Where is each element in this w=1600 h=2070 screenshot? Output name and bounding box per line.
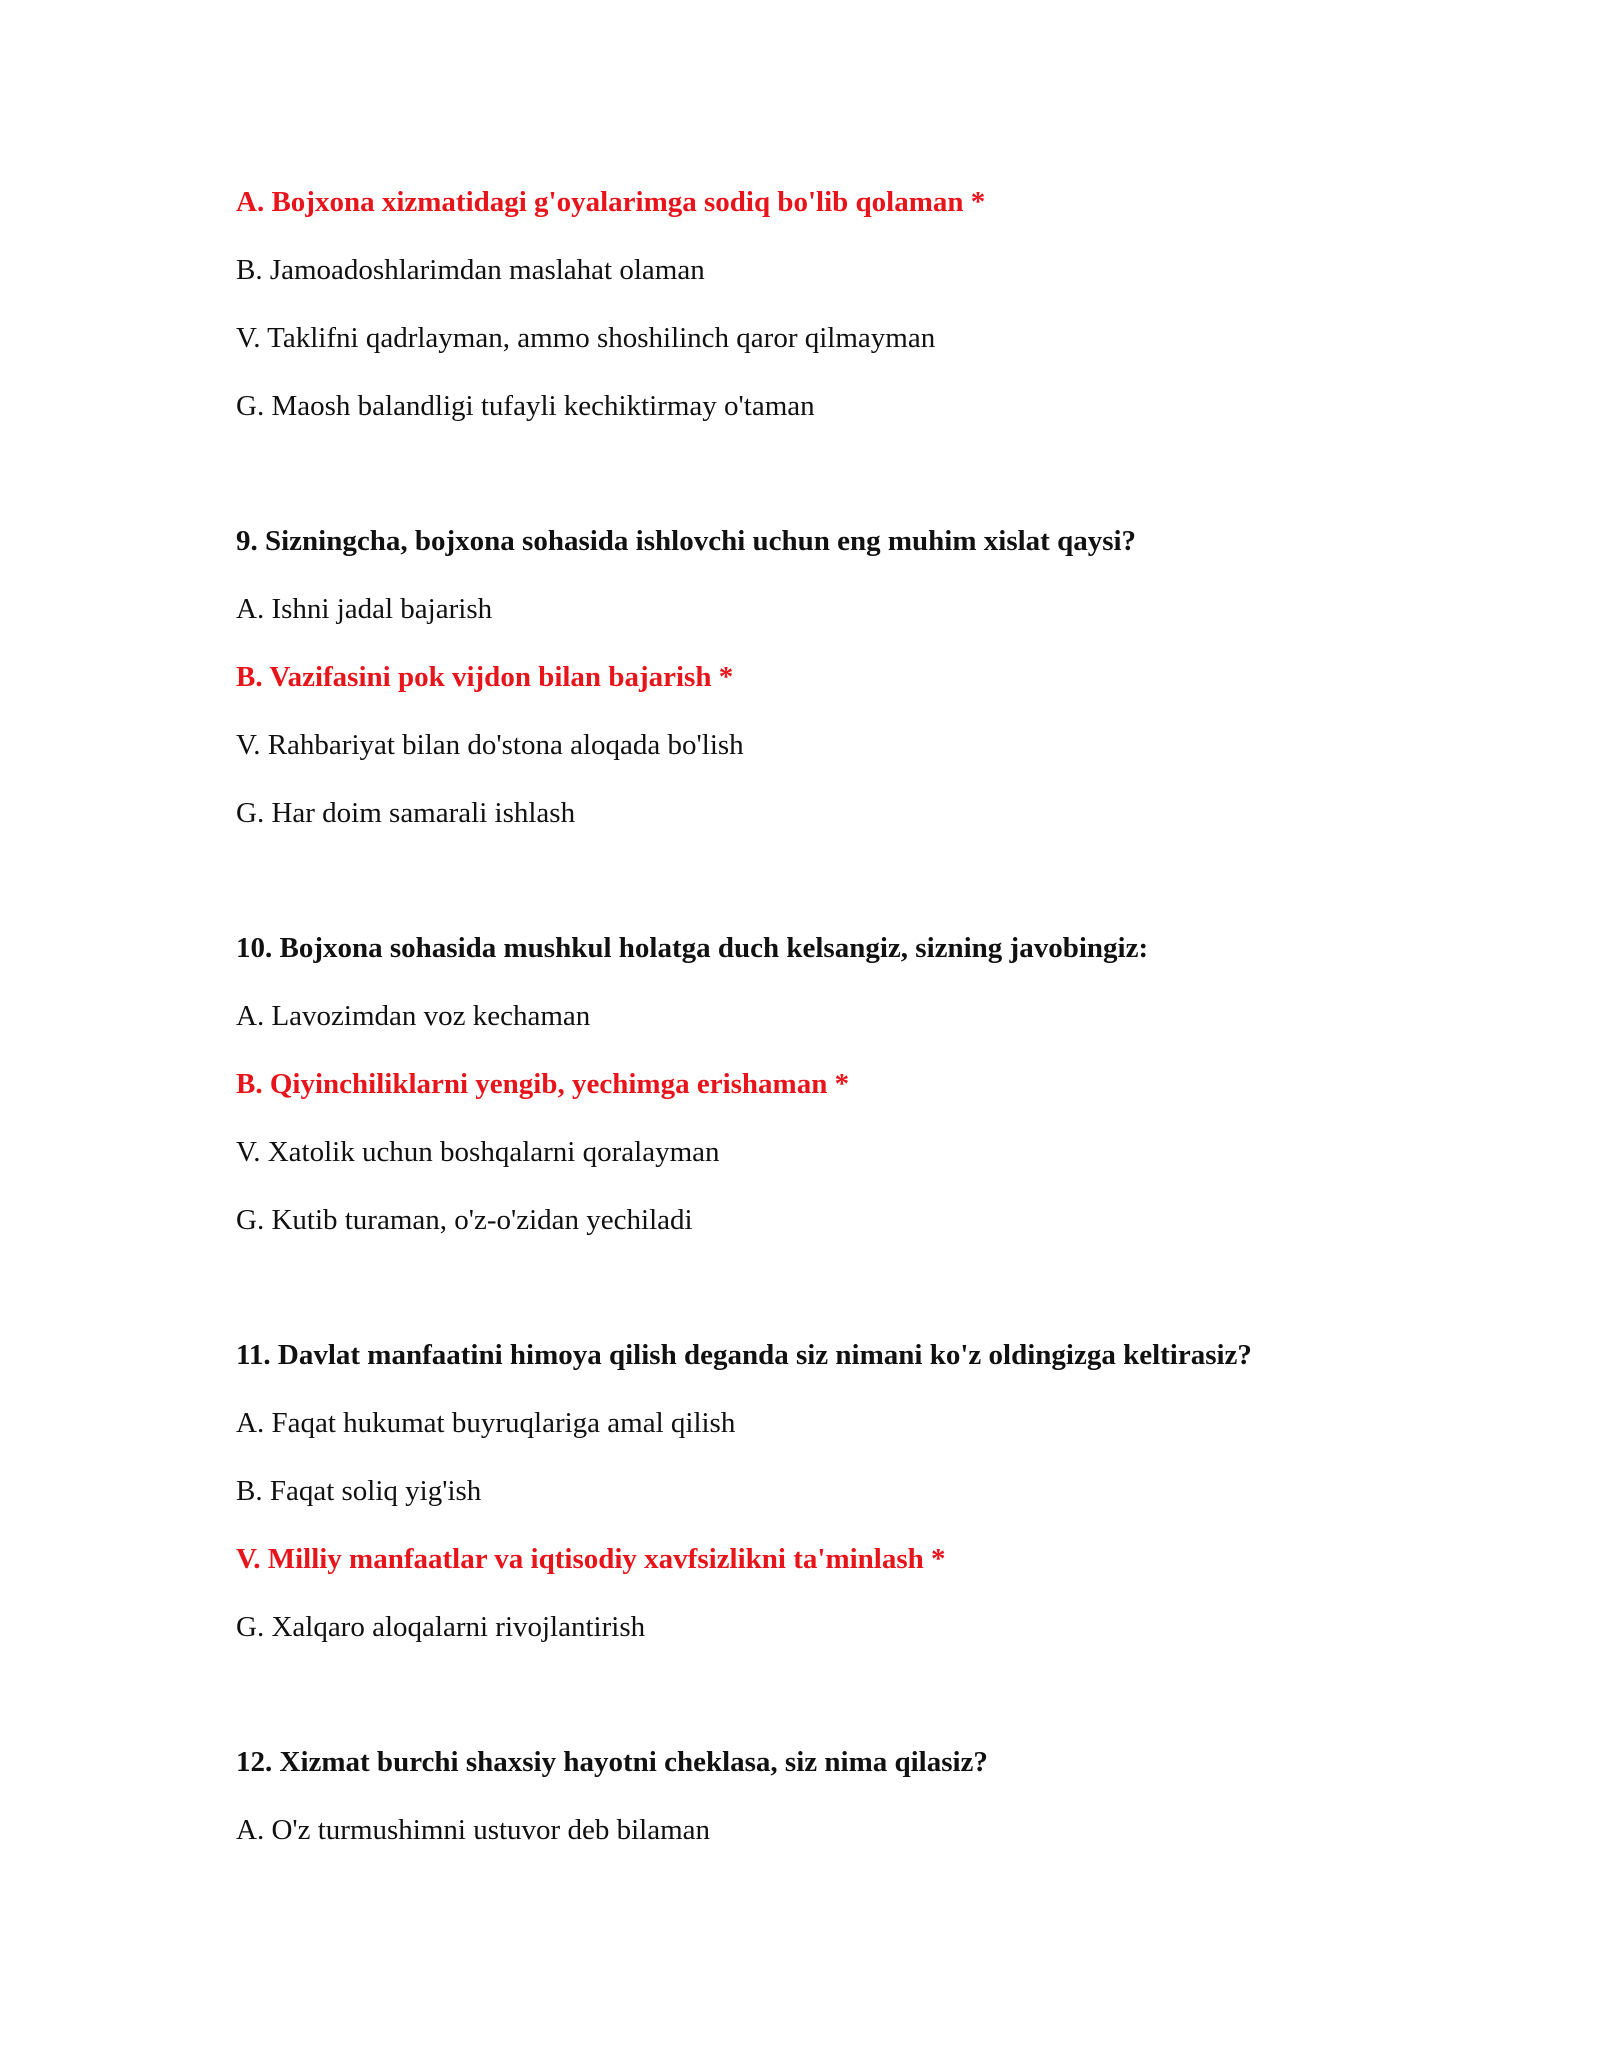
question-block [236, 1337, 1416, 1645]
answer-option-correct: A. Bojxona xizmatidagi g'oyalarimga sodiq bo'lib qolaman * [236, 186, 986, 218]
question-block [236, 184, 1416, 424]
answer-option: B. Jamoadoshlarimdan maslahat olaman [236, 254, 705, 286]
answer-option: A. Ishni jadal bajarish [236, 593, 493, 625]
answer-option: A. Lavozimdan voz kechaman [236, 1000, 591, 1032]
answer-option: G. Kutib turaman, o'z-o'zidan yechiladi [236, 1204, 693, 1236]
answer-option-correct: B. Vazifasini pok vijdon bilan bajarish * [236, 661, 734, 693]
answer-option: G. Maosh balandligi tufayli kechiktirmay o'taman [236, 390, 815, 422]
answer-option: V. Xatolik uchun boshqalarni qoralayman [236, 1136, 720, 1168]
question-block [236, 1744, 1416, 1848]
answer-option-correct: V. Milliy manfaatlar va iqtisodiy xavfsizlikni ta'minlash * [236, 1543, 946, 1575]
question-text: 11. Davlat manfaatini himoya qilish deganda siz nimani ko'z oldingizga keltirasiz? [236, 1339, 1252, 1371]
answer-option: G. Xalqaro aloqalarni rivojlantirish [236, 1611, 646, 1643]
answer-option-correct: B. Qiyinchiliklarni yengib, yechimga erishaman * [236, 1068, 850, 1100]
answer-option: B. Faqat soliq yig'ish [236, 1475, 482, 1507]
document-page [236, 184, 1416, 1880]
answer-option: G. Har doim samarali ishlash [236, 797, 576, 829]
question-block [236, 523, 1416, 831]
question-text: 10. Bojxona sohasida mushkul holatga duch kelsangiz, sizning javobingiz: [236, 932, 1149, 964]
answer-option: V. Rahbariyat bilan do'stona aloqada bo'lish [236, 729, 744, 761]
question-block [236, 930, 1416, 1238]
answer-option: A. O'z turmushimni ustuvor deb bilaman [236, 1814, 710, 1846]
answer-option: V. Taklifni qadrlayman, ammo shoshilinch qaror qilmayman [236, 322, 936, 354]
answer-option: A. Faqat hukumat buyruqlariga amal qilish [236, 1407, 736, 1439]
question-text: 9. Sizningcha, bojxona sohasida ishlovchi uchun eng muhim xislat qaysi? [236, 525, 1137, 557]
question-text: 12. Xizmat burchi shaxsiy hayotni cheklasa, siz nima qilasiz? [236, 1746, 988, 1778]
